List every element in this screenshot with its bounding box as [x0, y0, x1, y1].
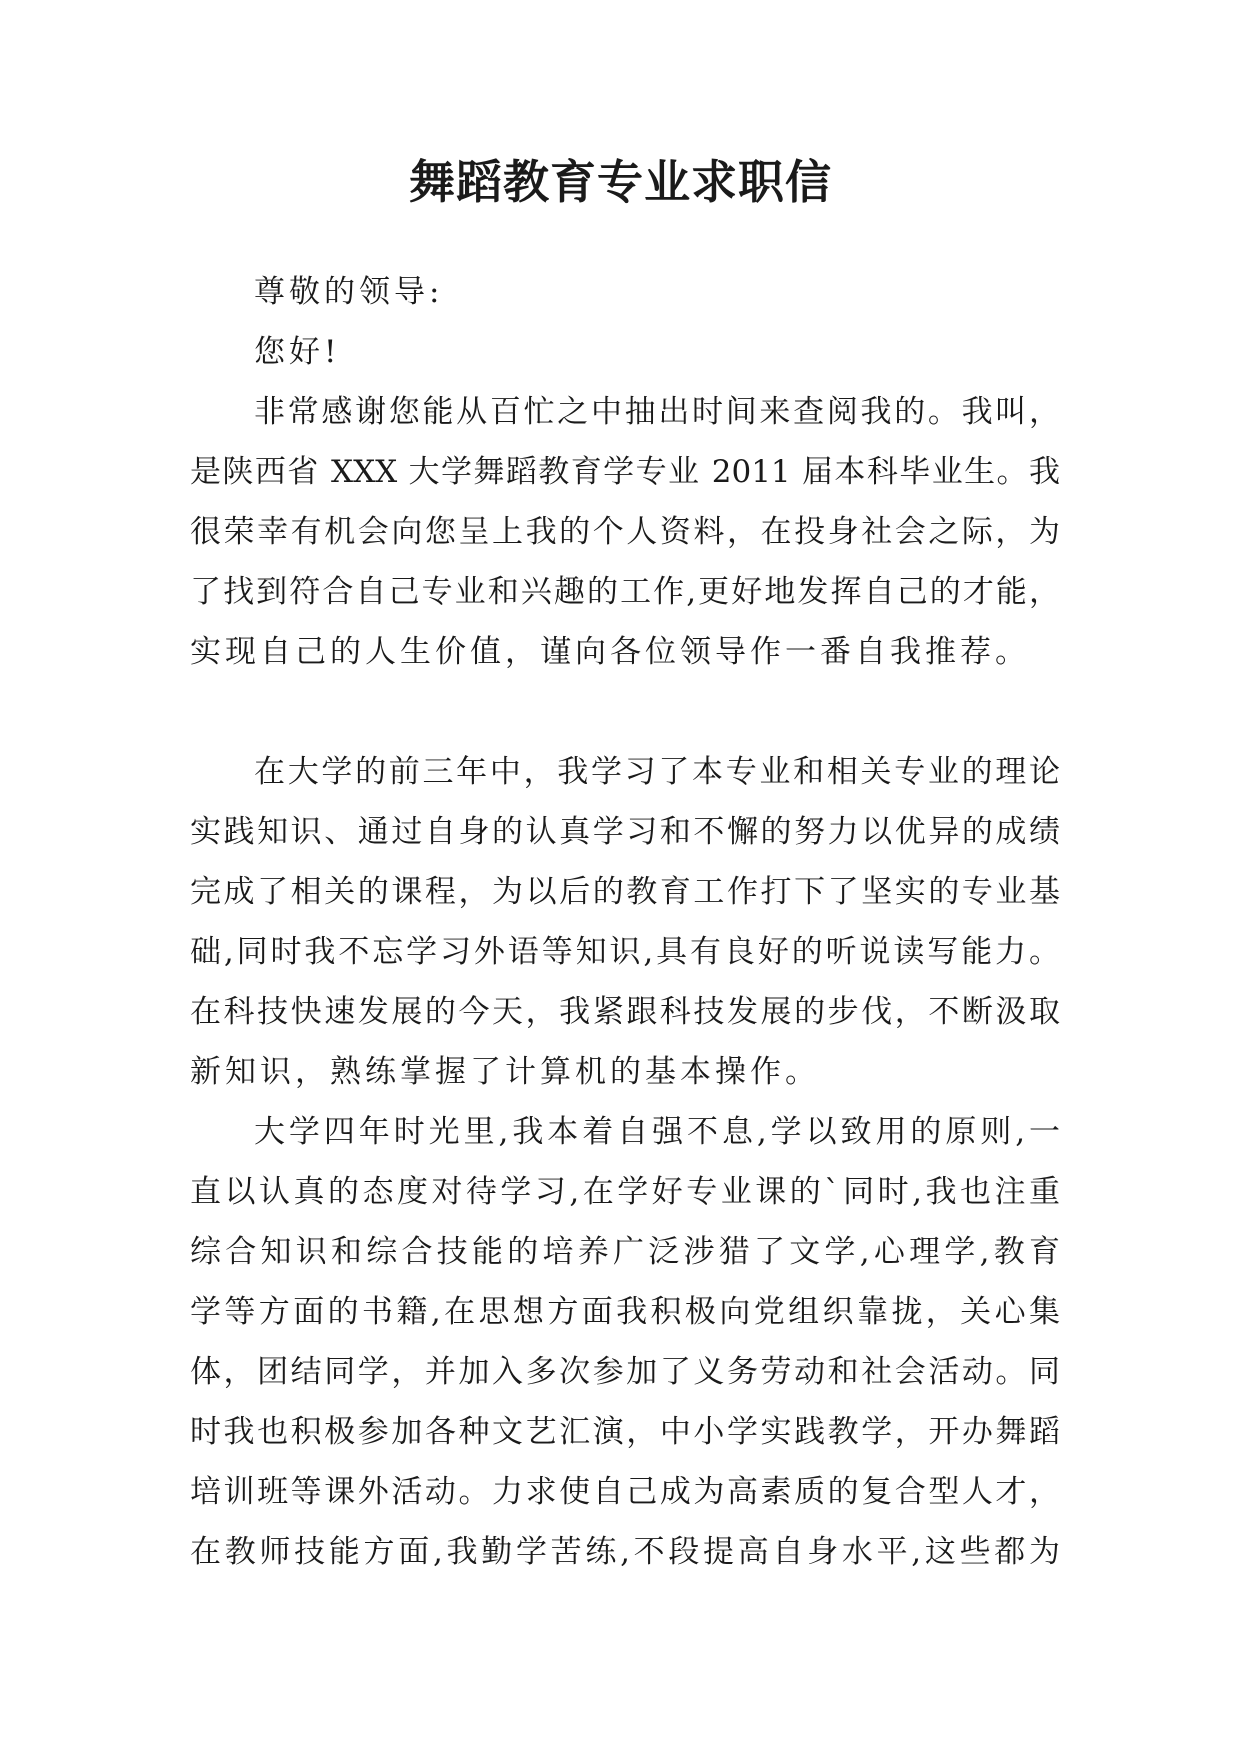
- paragraph-line: 实践知识、通过自身的认真学习和不懈的努力以优异的成绩: [190, 814, 1060, 850]
- paragraph-line: 了找到符合自己专业和兴趣的工作,更好地发挥自己的才能，: [190, 574, 1060, 610]
- paragraph-2: [190, 742, 1060, 1102]
- paragraph-line: 大学四年时光里,我本着自强不息,学以致用的原则,一: [254, 1114, 1060, 1150]
- paragraph-line: 在大学的前三年中，我学习了本专业和相关专业的理论: [254, 754, 1060, 790]
- paragraph-spacer: [190, 682, 1060, 742]
- paragraph-line: 新知识，熟练掌握了计算机的基本操作。: [190, 1054, 820, 1090]
- paragraph-line: 直以认真的态度对待学习,在学好专业课的`同时,我也注重: [190, 1174, 1060, 1210]
- salutation: 尊敬的领导:: [254, 274, 444, 310]
- paragraph-line: 在科技快速发展的今天，我紧跟科技发展的步伐，不断汲取: [190, 994, 1060, 1030]
- paragraph-1: [190, 382, 1060, 682]
- document-title: 舞蹈教育专业求职信: [409, 155, 832, 209]
- paragraph-line: 综合知识和综合技能的培养广泛涉猎了文学,心理学,教育: [190, 1234, 1060, 1270]
- paragraph-line: 体，团结同学，并加入多次参加了义务劳动和社会活动。同: [190, 1354, 1060, 1390]
- paragraph-line: 础,同时我不忘学习外语等知识,具有良好的听说读写能力。: [190, 934, 1060, 970]
- greeting: 您好!: [254, 334, 341, 370]
- paragraph-line: 完成了相关的课程，为以后的教育工作打下了坚实的专业基: [190, 874, 1060, 910]
- paragraph-line: 学等方面的书籍,在思想方面我积极向党组织靠拢，关心集: [190, 1294, 1060, 1330]
- paragraph-line: 很荣幸有机会向您呈上我的个人资料，在投身社会之际，为: [190, 514, 1060, 550]
- letter-body: [190, 262, 1060, 1582]
- paragraph-line: 非常感谢您能从百忙之中抽出时间来查阅我的。我叫，: [254, 394, 1060, 430]
- paragraph-line: 是陕西省 XXX 大学舞蹈教育学专业 2011 届本科毕业生。我: [190, 454, 1060, 490]
- paragraph-line: 实现自己的人生价值，谨向各位领导作一番自我推荐。: [190, 634, 1030, 670]
- paragraph-3: [190, 1102, 1060, 1582]
- paragraph-line: 时我也积极参加各种文艺汇演，中小学实践教学，开办舞蹈: [190, 1414, 1060, 1450]
- paragraph-line: 培训班等课外活动。力求使自己成为高素质的复合型人才，: [190, 1474, 1060, 1510]
- paragraph-line: 在教师技能方面,我勤学苦练,不段提高自身水平,这些都为: [190, 1534, 1060, 1570]
